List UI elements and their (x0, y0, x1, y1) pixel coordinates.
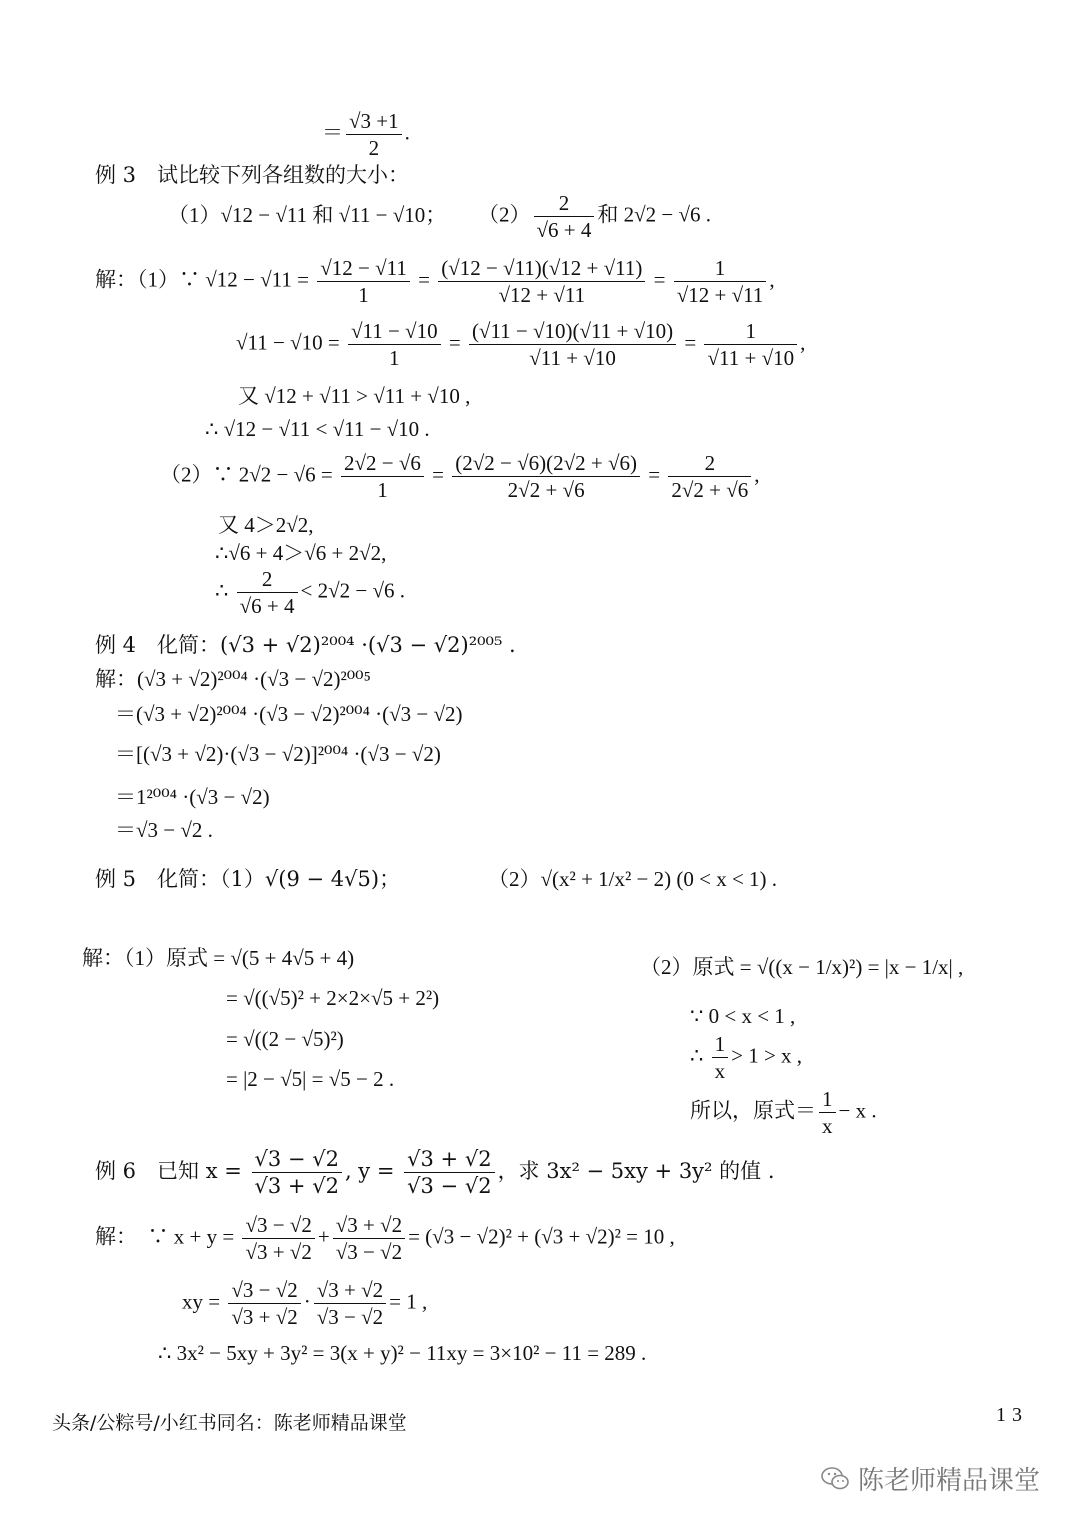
example-4-title: 例 4 化简：(√3 + √2)²⁰⁰⁴ ·(√3 − √2)²⁰⁰⁵ . (95, 633, 516, 657)
footer-source: 头条/公粽号/小红书同名：陈老师精品课堂 (52, 1412, 407, 1434)
solution-4-line-4: ＝1²⁰⁰⁴ ·(√3 − √2) (115, 785, 270, 809)
solution-5-1-line-3: = √((2 − √5)²) (226, 1027, 344, 1051)
solution-5-1-line-4: = |2 − √5| = √5 − 2 . (226, 1067, 395, 1091)
solution-3-2-line-2: 又 4＞2√2, (218, 513, 314, 537)
solution-4-line-5: ＝√3 − √2 . (115, 818, 213, 842)
solution-3-1-line-1: 解：（1）∵ √12 − √11 = $\frac{√12 - √11}{1}$ = $\frac{(√12 - √11)(√12 + √11)}{√12 + √11}$ = $\frac{1}{√12 + √11}$ , (95, 256, 775, 307)
solution-6-line-1: 解： ∵ x + y = $\frac{√3 - √2}{√3 + √2}$ + $\frac{√3 + √2}{√3 - √2}$ = (√3 − √2)² + (√3 + √2)² = 10 , (95, 1213, 675, 1264)
solution-5-2-line-3: ∴ $\frac{1}{x}$ > 1 > x , (690, 1032, 803, 1083)
solution-5-1-line-1: 解：（1）原式 = √(5 + 4√5 + 4) (82, 946, 355, 970)
example-5-part-2: （2）√(x² + 1/x² − 2) (0 < x < 1) . (488, 867, 778, 891)
solution-3-1-line-4: ∴ √12 − √11 < √11 − √10 . (205, 417, 430, 441)
solution-4-line-1: 解：(√3 + √2)²⁰⁰⁴ ·(√3 − √2)²⁰⁰⁵ (95, 667, 371, 691)
solution-3-2-line-3: ∴√6 + 4＞√6 + 2√2, (215, 541, 387, 565)
watermark-text: 陈老师精品课堂 (858, 1466, 1041, 1496)
page-number: 13 (996, 1404, 1028, 1426)
solution-5-2-line-1: （2）原式 = √((x − 1/x)²) = |x − 1/x| , (640, 955, 964, 979)
example-5-part-1: 例 5 化简：（1）√(9 − 4√5)； (95, 867, 401, 891)
solution-4-line-2: ＝(√3 + √2)²⁰⁰⁴ ·(√3 − √2)²⁰⁰⁴ ·(√3 − √2) (115, 702, 463, 726)
solution-4-line-3: ＝[(√3 + √2)·(√3 − √2)]²⁰⁰⁴ ·(√3 − √2) (115, 742, 441, 766)
solution-3-1-line-3: 又 √12 + √11 > √11 + √10 , (238, 384, 471, 408)
example-3-part-2: （2） $\frac{2}{√6 + 4}$ 和 2√2 − √6 . (478, 191, 712, 242)
solution-5-2-line-2: ∵ 0 < x < 1 , (690, 1004, 796, 1028)
math-line: ＝ $\frac{√3 +1}{2}$ . (322, 109, 410, 160)
solution-5-2-line-4: 所以，原式＝ $\frac{1}{x}$ − x . (690, 1087, 877, 1138)
solution-6-line-2: xy = $\frac{√3 - √2}{√3 + √2}$ · $\frac{√3 + √2}{√3 - √2}$ = 1 , (182, 1278, 428, 1329)
solution-6-line-3: ∴ 3x² − 5xy + 3y² = 3(x + y)² − 11xy = 3×10² − 11 = 289 . (158, 1341, 647, 1365)
solution-5-1-line-2: = √((√5)² + 2×2×√5 + 2²) (226, 986, 440, 1010)
solution-3-2-line-4: ∴ $\frac{2}{√6 + 4}$ < 2√2 − √6 . (215, 567, 405, 618)
solution-3-2-line-1: （2）∵ 2√2 − √6 = $\frac{2√2 - √6}{1}$ = $\frac{(2√2 - √6)(2√2 + √6)}{2√2 + √6}$ = $\frac{2}{2√2 + √6}$ , (160, 451, 760, 502)
example-6-title: 例 6 已知 x = $\frac{√3 - √2}{√3 + √2}$ , y = $\frac{√3 + √2}{√3 - √2}$ ，求 3x² − 5xy + 3y² 的值 . (95, 1147, 775, 1198)
solution-3-1-line-2: √11 − √10 = $\frac{√11 - √10}{1}$ = $\frac{(√11 - √10)(√11 + √10)}{√11 + √10}$ = $\frac{1}{√11 + √10}$ , (236, 319, 806, 370)
example-3-part-1: （1）√12 − √11 和 √11 − √10； (168, 203, 447, 227)
wechat-icon (820, 1466, 850, 1492)
watermark (820, 1460, 1040, 1497)
example-3-title: 例 3 试比较下列各组数的大小： (95, 163, 410, 187)
